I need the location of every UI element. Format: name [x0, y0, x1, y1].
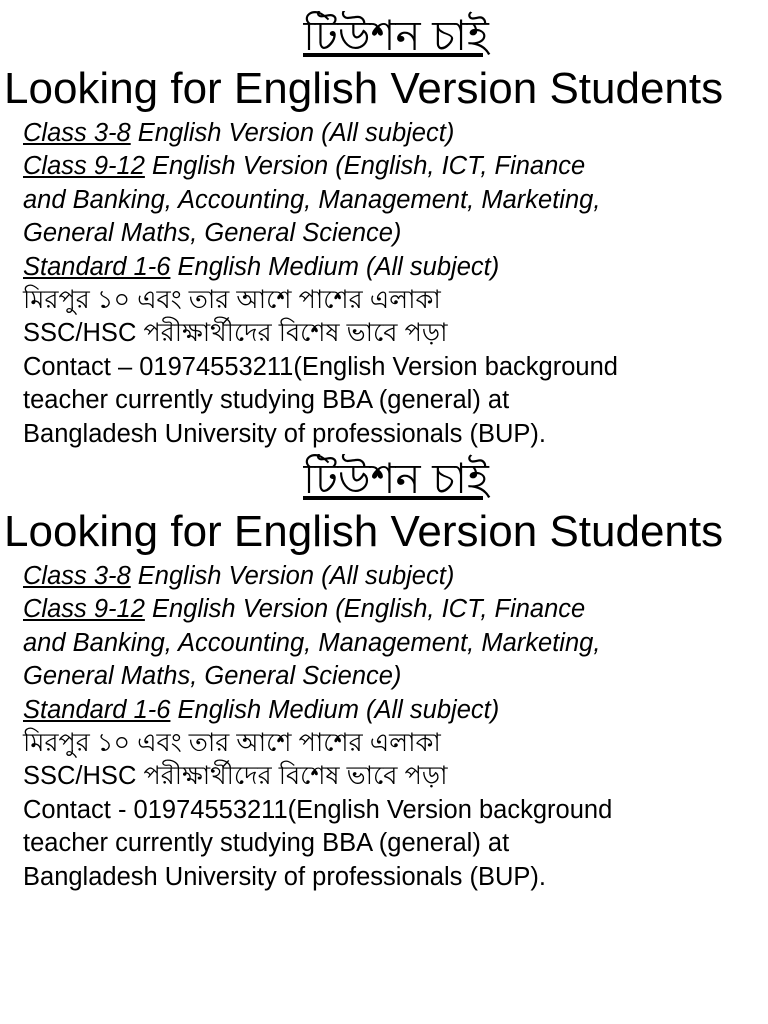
bangla-exam-line: SSC/HSC পরীক্ষার্থীদের বিশেষ ভাবে পড়া [23, 319, 448, 348]
class-9-12-label: Class 9-12 [23, 152, 145, 181]
standard-1-6-label: Standard 1-6 [23, 252, 171, 281]
bangla-heading: টিউশন চাই [303, 455, 489, 502]
class-9-12-text: English Version (English, ICT, Finance [144, 152, 586, 181]
class-9-12-label: Class 9-12 [23, 595, 145, 624]
bangla-heading: টিউশন চাই [303, 12, 489, 59]
class-3-8-text: English Version (All subject) [130, 562, 455, 590]
english-heading: Looking for English Version Students [4, 64, 724, 113]
contact-line-2: teacher currently studying BBA (general) at [23, 829, 510, 858]
contact-line-3: Bangladesh University of professionals (BUP). [23, 862, 546, 891]
contact-line-3: Bangladesh University of professionals (BUP). [23, 419, 546, 448]
bangla-exam-line: SSC/HSC পরীক্ষার্থীদের বিশেষ ভাবে পড়া [23, 762, 448, 791]
class-9-12-subjects-line-3: General Maths, General Science) [23, 662, 402, 691]
tuition-ad-section-1 [0, 11, 768, 451]
class-9-12-text: English Version (English, ICT, Finance [144, 595, 586, 624]
class-3-8-line [23, 117, 723, 150]
english-heading: Looking for English Version Students [4, 507, 724, 556]
ad-body [23, 560, 723, 894]
tuition-ad-section-2 [0, 454, 768, 894]
contact-line-1: Contact – 01974553211(English Version background [23, 352, 618, 381]
bangla-area-line: মিরপুর ১০ এবং তার আশে পাশের এলাকা [23, 286, 441, 315]
standard-1-6-line [23, 251, 723, 284]
class-9-12-subjects-line-2: and Banking, Accounting, Management, Marketing, [23, 185, 601, 214]
class-9-12-subjects-line-3: General Maths, General Science) [23, 219, 402, 248]
class-3-8-line [23, 560, 723, 593]
class-3-8-label: Class 3-8 [23, 562, 131, 590]
contact-line-1: Contact - 01974553211(English Version background [23, 795, 613, 824]
standard-1-6-label: Standard 1-6 [23, 695, 171, 724]
ad-body [23, 117, 723, 451]
class-3-8-label: Class 3-8 [23, 119, 131, 147]
class-3-8-text: English Version (All subject) [130, 119, 455, 147]
contact-line-2: teacher currently studying BBA (general) at [23, 386, 510, 415]
standard-1-6-text: English Medium (All subject) [170, 695, 500, 724]
class-9-12-line [23, 593, 723, 626]
standard-1-6-line [23, 694, 723, 727]
bangla-area-line: মিরপুর ১০ এবং তার আশে পাশের এলাকা [23, 729, 441, 758]
class-9-12-line [23, 150, 723, 183]
standard-1-6-text: English Medium (All subject) [170, 252, 500, 281]
class-9-12-subjects-line-2: and Banking, Accounting, Management, Marketing, [23, 628, 601, 657]
